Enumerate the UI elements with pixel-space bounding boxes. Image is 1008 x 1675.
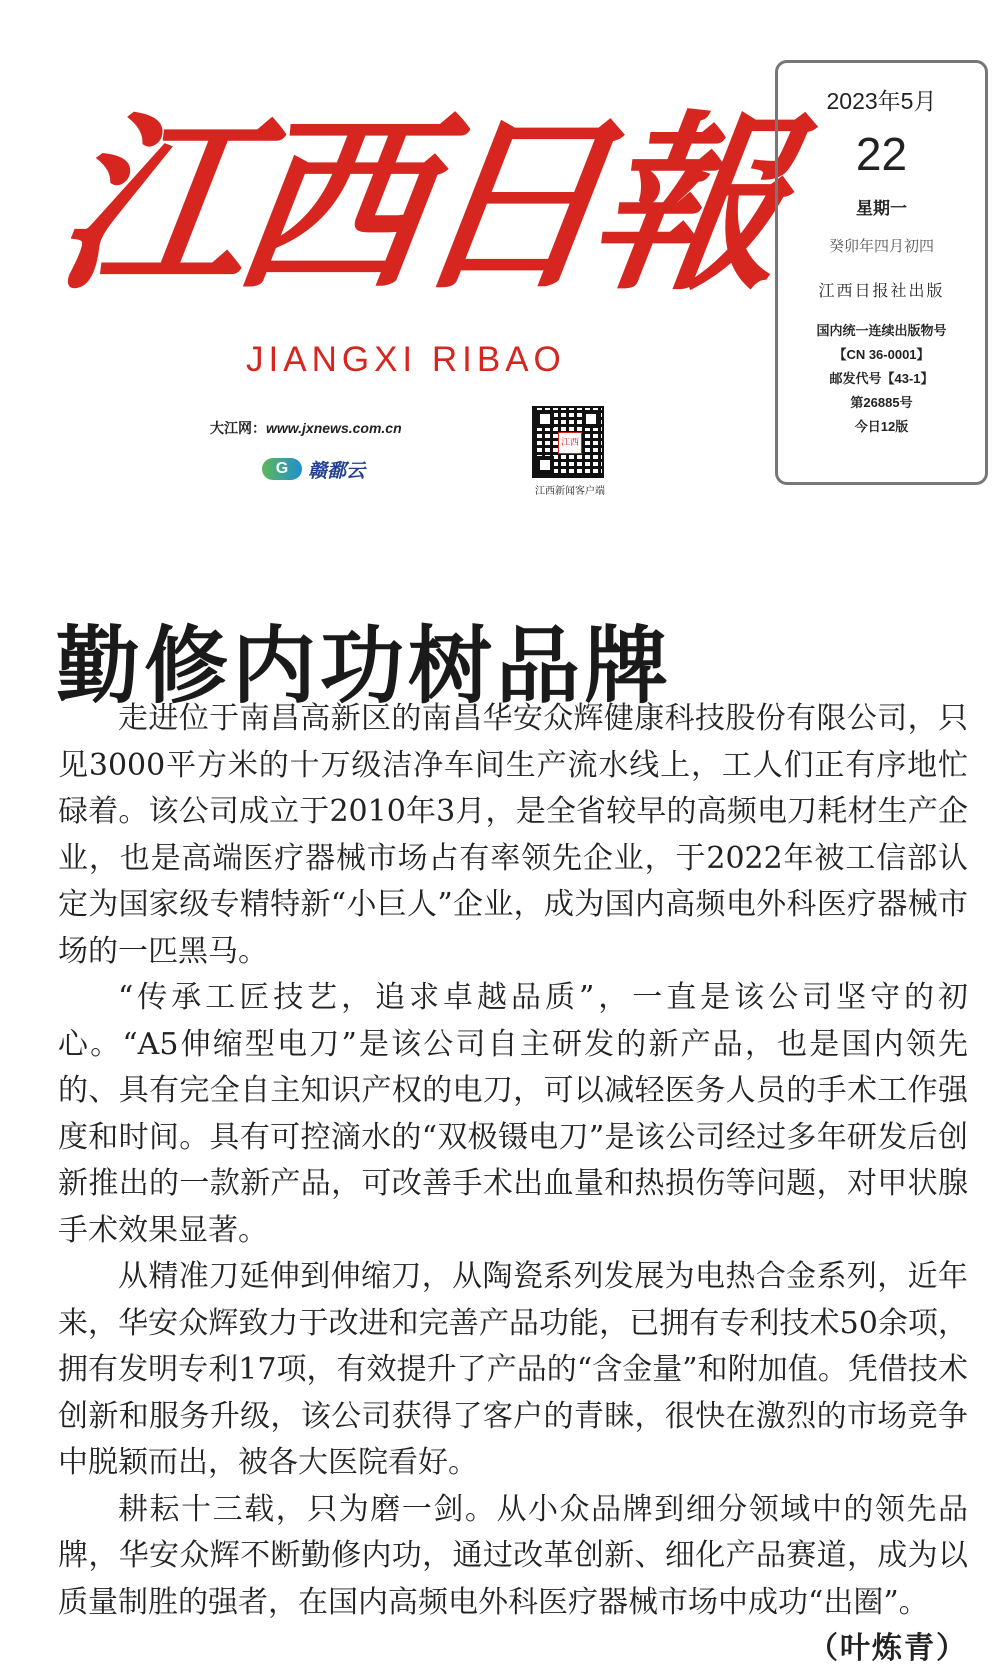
article-paragraph (58, 1487, 968, 1666)
ganpo-cloud-label: 赣鄱云 (308, 460, 366, 482)
ganpo-cloud-icon: G (262, 458, 302, 480)
year-month: 2023年5月 (826, 88, 937, 114)
qr-code-icon[interactable] (532, 406, 604, 478)
byline: （叶炼青） (808, 1631, 968, 1666)
ganpo-cloud[interactable] (262, 456, 365, 482)
website-url[interactable]: www.jxnews.com.cn (266, 420, 402, 436)
weekday: 星期一 (856, 199, 907, 218)
masthead (0, 0, 1008, 500)
publisher: 江西日报社出版 (818, 281, 945, 300)
issue-number: 第26885号 (850, 395, 913, 410)
article-paragraph: 走进位于南昌高新区的南昌华安众辉健康科技股份有限公司，只见3000平方米的十万级洁净车间生产流水线上，工人们正有序地忙碌着。该公司成立于2010年3月，是全省较早的高频电刀耗材生产企业，也是高端医疗器械市场占有率领先企业，于2022年被工信部认定为国家级专精特新“小巨人”企业，成为国内高频电外科医疗器械市场的一匹黑马。 (58, 701, 968, 969)
qr-center-logo: 江西 (558, 432, 582, 454)
day-number: 22 (855, 128, 908, 180)
newspaper-logo-pinyin: JIANGXI RIBAO (246, 340, 566, 379)
lunar-date: 癸卯年四月初四 (828, 237, 934, 255)
qr-finder (582, 410, 600, 428)
website-line (210, 418, 402, 438)
qr-caption: 江西新闻客户端 (535, 486, 605, 497)
website-label: 大江网： (210, 420, 266, 436)
newspaper-logo: 江西日報 (44, 93, 788, 316)
serial-label: 国内统一连续出版物号 (816, 323, 947, 338)
article-paragraph: “传承工匠技艺，追求卓越品质”，一直是该公司坚守的初心。“A5伸缩型电刀”是该公司自主研发的新产品，也是国内领先的、具有完全自主知识产权的电刀，可以减轻医务人员的手术工作强度和时间。具有可控滴水的“双极镊电刀”是该公司经过多年研发后创新推出的一款新产品，可改善手术出血量和热损伤等问题，对甲状腺手术效果显著。 (58, 980, 968, 1248)
page-count: 今日12版 (854, 419, 909, 434)
postal-code: 邮发代号【43-1】 (829, 371, 934, 386)
article-body (58, 696, 968, 1673)
date-box (775, 60, 988, 485)
article-headline: 勤修内功树品牌 (56, 616, 673, 716)
article-paragraph-text: 耕耘十三载，只为磨一剑。从小众品牌到细分领域中的领先品牌，华安众辉不断勤修内功，通过改革创新、细化产品赛道，成为以质量制胜的强者，在国内高频电外科医疗器械市场中成功“出圈”。 (58, 1491, 968, 1620)
article-paragraph: 从精准刀延伸到伸缩刀，从陶瓷系列发展为电热合金系列，近年来，华安众辉致力于改进和完善产品功能，已拥有专利技术50余项，拥有发明专利17项，有效提升了产品的“含金量”和附加值。凭借技术创新和服务升级，该公司获得了客户的青睐，很快在激烈的市场竞争中脱颖而出，被各大医院看好。 (58, 1259, 968, 1480)
qr-finder (536, 456, 554, 474)
cn-number: 【CN 36-0001】 (833, 347, 930, 362)
qr-finder (536, 410, 554, 428)
